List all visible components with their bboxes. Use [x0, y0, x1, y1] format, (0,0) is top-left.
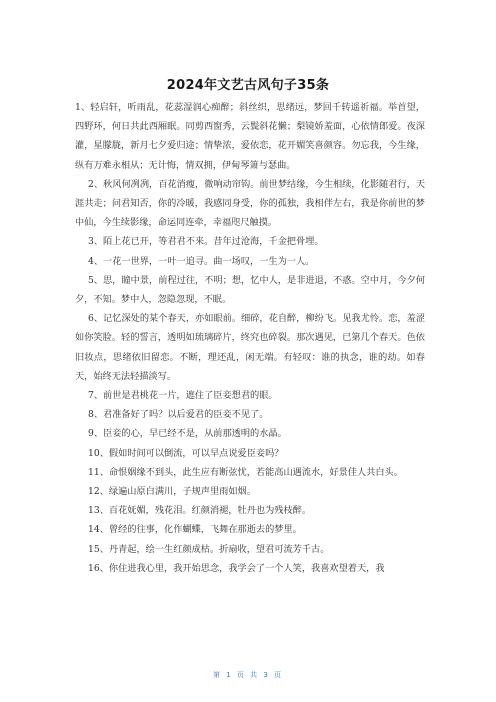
paragraph-12: 12、绿遍山原白满川，子规声里雨如烟。: [88, 486, 256, 498]
document-body: [75, 98, 425, 578]
paragraph-14: 14、曾经的往事，化作蝴蝶，飞舞在那逝去的梦里。: [88, 524, 302, 536]
paragraph-2: 2、秋风何冽冽，百花消瘦，微响动帘钩。前世梦结缘，今生相续，化影随君行，天涯共走；问君知否，你的冷暖，我感同身受，你的孤独，我相伴左右，我是你前世的梦中仙，今生续影缘，命运同连牵，幸福咫尺触摸。: [75, 178, 425, 229]
paragraph-13: 13、百花妩媚，残花泪。红颜消褪，牡丹也为残枝醉。: [88, 505, 312, 517]
page-footer: 第 1 页 共 3 页: [212, 671, 284, 679]
paragraph-10: 10、假如时间可以倒流，可以早点说爱臣妾吗？: [88, 447, 284, 459]
document-title: 2024年文艺古风句子35条: [166, 78, 330, 93]
paragraph-3: 3、陌上花已开，等君君不来。昔年过沧海，千金把骨埋。: [88, 236, 324, 248]
paragraph-4: 4、一花一世界，一叶一追寻。曲一场叹，一生为一人。: [88, 255, 315, 267]
paragraph-7: 7、前世是君桃花一片，遮住了臣妾想君的眼。: [88, 390, 278, 402]
paragraph-9: 9、臣妾的心，早已经不是，从前那透明的水晶。: [88, 428, 287, 440]
paragraph-16: 16、你住进我心里，我开始思念，我学会了一个人笑，我喜欢望着天，我: [88, 562, 385, 574]
paragraph-15: 15、丹青起，绘一生红颜成枯。折扇收，望君可流芳千古。: [88, 543, 330, 555]
paragraph-6: 6、记忆深处的某个春天，亦如眼前。细碎，花自醉，柳纷飞。见我尤怜。恋，羞涩如你笑脸。轻的誓言，透明如琉璃碎片，终究也碎裂。那次遇见，已第几个春天。色依旧妆点，思绪依旧留恋。不断，理还乱，闲无端。有轻叹：谁的执念，谁的劫。如春天，始终无法轻描淡写。: [75, 313, 425, 382]
paragraph-11: 11、命恨姻缘不到头，此生应有断弦忧，若能高山遇流水，好景佳人共白头。: [88, 466, 403, 478]
paragraph-8: 8、君准备好了吗？以后爱君的臣妾不见了。: [88, 409, 269, 421]
paragraph-5: 5、思，瞳中景，前程过往，不明；想，忆中人，是非进退，不惑。空中月，今夕何夕，不知。梦中人，忽隐忽现，不眠。: [75, 274, 425, 306]
paragraph-1: 1、轻启轩，听雨乱，花蕊湿润心痴醉；斜丝织，思绪远，梦回千转遥祈福。举首望，四野环，何日共此西厢眠。同剪西窗秀，云鬓斜花懒；梨镜娇羞面，心依情郎爱。夜深灌，星朦胧，新月七夕爱归途；情挚浓，爱依恋，花开媚笑喜颜容。勿忘我，今生缘，纵有万难永相从；无计悔，情双拥，伊甸琴箫与瑟曲。: [75, 102, 425, 171]
